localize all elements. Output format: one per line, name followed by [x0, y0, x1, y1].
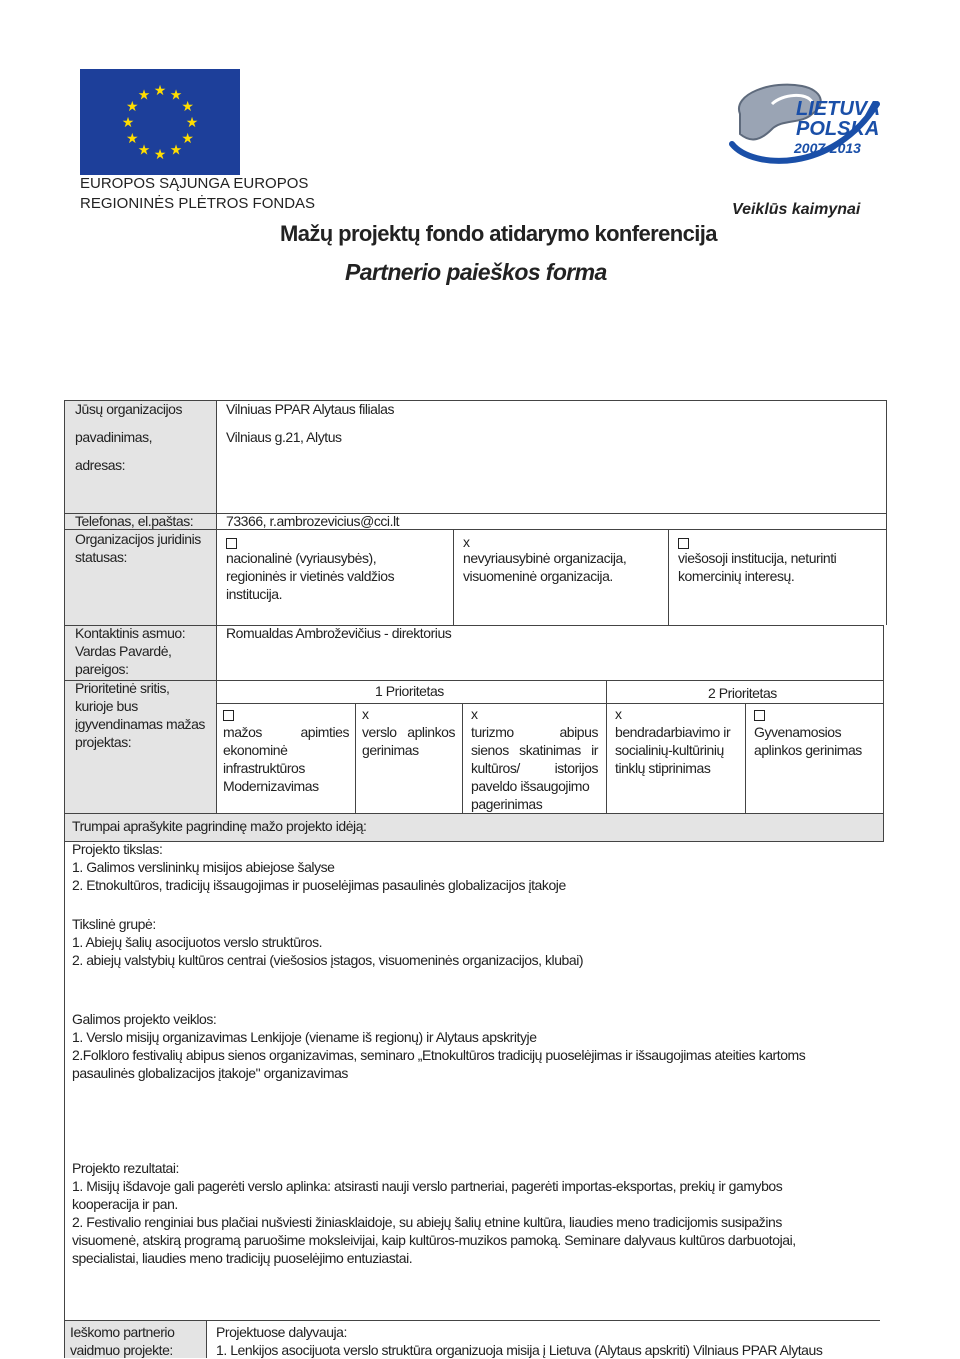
priority-line: ekonominė	[223, 742, 288, 758]
target-item: 1. Abiejų šalių asocijuotos verslo struktūros.	[72, 934, 323, 950]
results-line: visuomenė, atskirą programą paruošime moksleivijai, kaip kultūros-muzikos pamoką. Seminare dalyvaus kultūros darbuotojai,	[72, 1232, 796, 1248]
results-line: 1. Misijų išdavoje gali pagerėti verslo aplinka: atsirasti nauji verslo partneriai, pagerėti importas-eksportas, prekių ir gamybos	[72, 1178, 783, 1194]
status-option-line: visuomeninė organizacija.	[463, 568, 613, 584]
results-section	[72, 1159, 882, 1267]
target-label: Tikslinė grupė:	[72, 916, 156, 932]
contact-value: 73366, r.ambrozevicius@cci.lt	[226, 513, 400, 529]
priority-word: kultūros/	[471, 760, 520, 776]
logo-polska: POLSKA	[796, 118, 880, 140]
contact-label: Telefonas, el.paštas:	[75, 513, 194, 529]
partner-label-line: Ieškomo partnerio	[70, 1324, 175, 1340]
partner-value-label: Projektuose dalyvauja:	[216, 1324, 347, 1340]
eu-star-icon: ★	[126, 130, 139, 146]
status-option-line: nacionalinė (vyriausybės),	[226, 550, 377, 566]
priority-x-mark: x	[362, 706, 369, 722]
priority-word: sienos	[471, 742, 509, 758]
activities-section	[72, 1010, 882, 1082]
eu-star-icon: ★	[169, 86, 183, 103]
priority-option-business[interactable]	[362, 705, 455, 759]
person-value: Romualdas Ambroževičius - direktorius	[226, 625, 452, 641]
priority-word: skatinimas ir	[519, 742, 598, 758]
person-label	[75, 624, 185, 678]
activities-line: pasaulinės globalizacijos įtakoje" organizavimas	[72, 1065, 348, 1081]
org-label-line: Jūsų organizacijos	[75, 401, 183, 417]
activities-label: Galimos projekto veiklos:	[72, 1011, 217, 1027]
priority-line: pagerinimas	[471, 796, 543, 812]
activities-line: 2.Folkloro festivalių abipus sienos organizavimas, seminaro „Etnokultūros tradicijų puoselėjimas ir išsaugojimas ateities kartoms	[72, 1047, 806, 1063]
priority-word: abipus	[559, 724, 598, 740]
priority-line: socialinių-kultūrinių	[615, 742, 724, 758]
priority-line: gerinimas	[362, 742, 419, 758]
partner-label-line: vaidmuo projekte:	[70, 1342, 173, 1358]
priority-label-line: kurioje bus	[75, 698, 138, 714]
status-option-line: komercinių interesų.	[678, 568, 795, 584]
eu-star-icon: ★	[121, 114, 135, 130]
priority-line: bendradarbiavimo ir	[615, 724, 731, 740]
priority-word: istorijos	[554, 760, 598, 776]
eu-flag	[80, 69, 240, 175]
eu-star-icon: ★	[126, 98, 139, 114]
priority-label-line: Prioritetinė sritis,	[75, 680, 170, 696]
priority-word: apimties	[300, 724, 349, 740]
partner-label	[70, 1323, 174, 1359]
org-label-line: adresas:	[75, 457, 126, 473]
priority-word: aplinkos	[407, 724, 455, 740]
results-line: specialistai, liaudies meno tradicijų puoselėjimo entuziastai.	[72, 1250, 413, 1266]
eu-line-2: REGIONINĖS PLĖTROS FONDAS	[80, 195, 316, 212]
status-option-public[interactable]	[678, 533, 878, 585]
status-label-line: Organizacijos juridinis	[75, 531, 201, 547]
partner-value	[216, 1323, 876, 1359]
status-label-line: statusas:	[75, 549, 127, 565]
priority-x-mark: x	[471, 706, 478, 722]
partner-value-line: 1. Lenkijos asocijuota verslo struktūra organizuoja misija į Lietuva (Alytaus apskriti) Vilniaus PPAR Alytaus	[216, 1342, 823, 1358]
person-label-line: Vardas Pavardė,	[75, 643, 172, 659]
eu-star-icon: ★	[153, 82, 167, 98]
goal-item: 1. Galimos verslininkų misijos abiejose šalyse	[72, 859, 335, 875]
eu-star-icon: ★	[185, 114, 199, 130]
priority-label-line: projektas:	[75, 734, 132, 750]
checkbox-empty-icon[interactable]	[223, 710, 234, 721]
status-option-line: institucija.	[226, 586, 283, 602]
eu-star-icon: ★	[181, 130, 194, 146]
results-line: 2. Festivalio renginiai bus plačiai nušviesti žiniasklaidoje, su abiejų šalių etnine kultūra, liaudies meno tradicijomis susipažins	[72, 1214, 782, 1230]
person-label-line: Kontaktinis asmuo:	[75, 625, 186, 641]
priority-word: mažos	[223, 724, 262, 740]
priority-option-living[interactable]	[754, 705, 880, 759]
priority-line: Gyvenamosios	[754, 724, 842, 740]
status-option-line: regioninės ir vietinės valdžios	[226, 568, 395, 584]
status-option-national[interactable]	[226, 533, 446, 603]
goal-label: Projekto tikslas:	[72, 841, 163, 857]
lietuva-polska-logo	[712, 74, 892, 186]
activities-line: 1. Verslo misijų organizavimas Lenkijoje (viename iš regionų) ir Alytaus apskrityje	[72, 1029, 537, 1045]
priority-word: verslo	[362, 724, 397, 740]
page-subtitle: Partnerio paieškos forma	[345, 259, 607, 285]
status-option-line: viešosoji institucija, neturinti	[678, 550, 837, 566]
eu-star-icon: ★	[137, 141, 151, 158]
priority-1-header: 1 Prioritetas	[375, 683, 444, 699]
target-item: 2. abiejų valstybių kultūros centrai (viešosios įstagos, visuomeninės organizacijos, klubai)	[72, 952, 584, 968]
org-name: Vilniuas PPAR Alytaus filialas	[226, 401, 395, 417]
priority-line: Modernizavimas	[223, 778, 319, 794]
checkbox-empty-icon[interactable]	[678, 538, 689, 549]
eu-fund-label	[80, 174, 315, 214]
checkbox-empty-icon[interactable]	[226, 538, 237, 549]
logo-lietuva: LIETUVA	[796, 98, 881, 120]
priority-option-infrastructure[interactable]	[223, 705, 349, 795]
results-line: kooperacija ir pan.	[72, 1196, 178, 1212]
priority-label	[75, 679, 205, 751]
eu-star-icon: ★	[181, 98, 194, 114]
checkbox-empty-icon[interactable]	[754, 710, 765, 721]
status-option-line: nevyriausybinė organizacija,	[463, 550, 627, 566]
eu-line-1: EUROPOS SĄJUNGA EUROPOS	[80, 175, 309, 192]
priority-2-header: 2 Prioritetas	[708, 685, 777, 701]
eu-star-icon: ★	[153, 146, 167, 162]
status-x-mark: x	[463, 534, 470, 550]
priority-option-tourism[interactable]	[471, 705, 598, 813]
status-option-ngo[interactable]	[463, 533, 663, 585]
priority-line: aplinkos gerinimas	[754, 742, 862, 758]
priority-word: turizmo	[471, 724, 514, 740]
priority-label-line: įgyvendinamas mažas	[75, 716, 205, 732]
person-label-line: pareigos:	[75, 661, 129, 677]
idea-label: Trumpai aprašykite pagrindinę mažo projekto idėją:	[72, 818, 367, 834]
priority-option-cooperation[interactable]	[615, 705, 743, 777]
logo-years: 2007-2013	[794, 140, 861, 156]
priority-line: tinklų stiprinimas	[615, 760, 711, 776]
eu-star-icon: ★	[137, 86, 151, 103]
priority-line: infrastruktūros	[223, 760, 305, 776]
status-label	[75, 530, 201, 566]
motto: Veiklūs kaimynai	[732, 201, 861, 218]
results-label: Projekto rezultatai:	[72, 1160, 179, 1176]
org-value	[226, 400, 826, 446]
priority-x-mark: x	[615, 706, 622, 722]
eu-stars-icon	[80, 69, 240, 175]
org-label-line: pavadinimas,	[75, 429, 153, 445]
target-section	[72, 915, 872, 969]
org-label	[75, 400, 213, 474]
org-address: Vilniaus g.21, Alytus	[226, 429, 342, 445]
goal-item: 2. Etnokultūros, tradicijų išsaugojimas ir puoselėjimas pasaulinės globalizacijos įtakoje	[72, 877, 566, 893]
page-title: Mažų projektų fondo atidarymo konferencija	[280, 221, 717, 246]
eu-star-icon: ★	[169, 141, 183, 158]
goal-section	[72, 840, 872, 894]
priority-line: paveldo išsaugojimo	[471, 778, 590, 794]
